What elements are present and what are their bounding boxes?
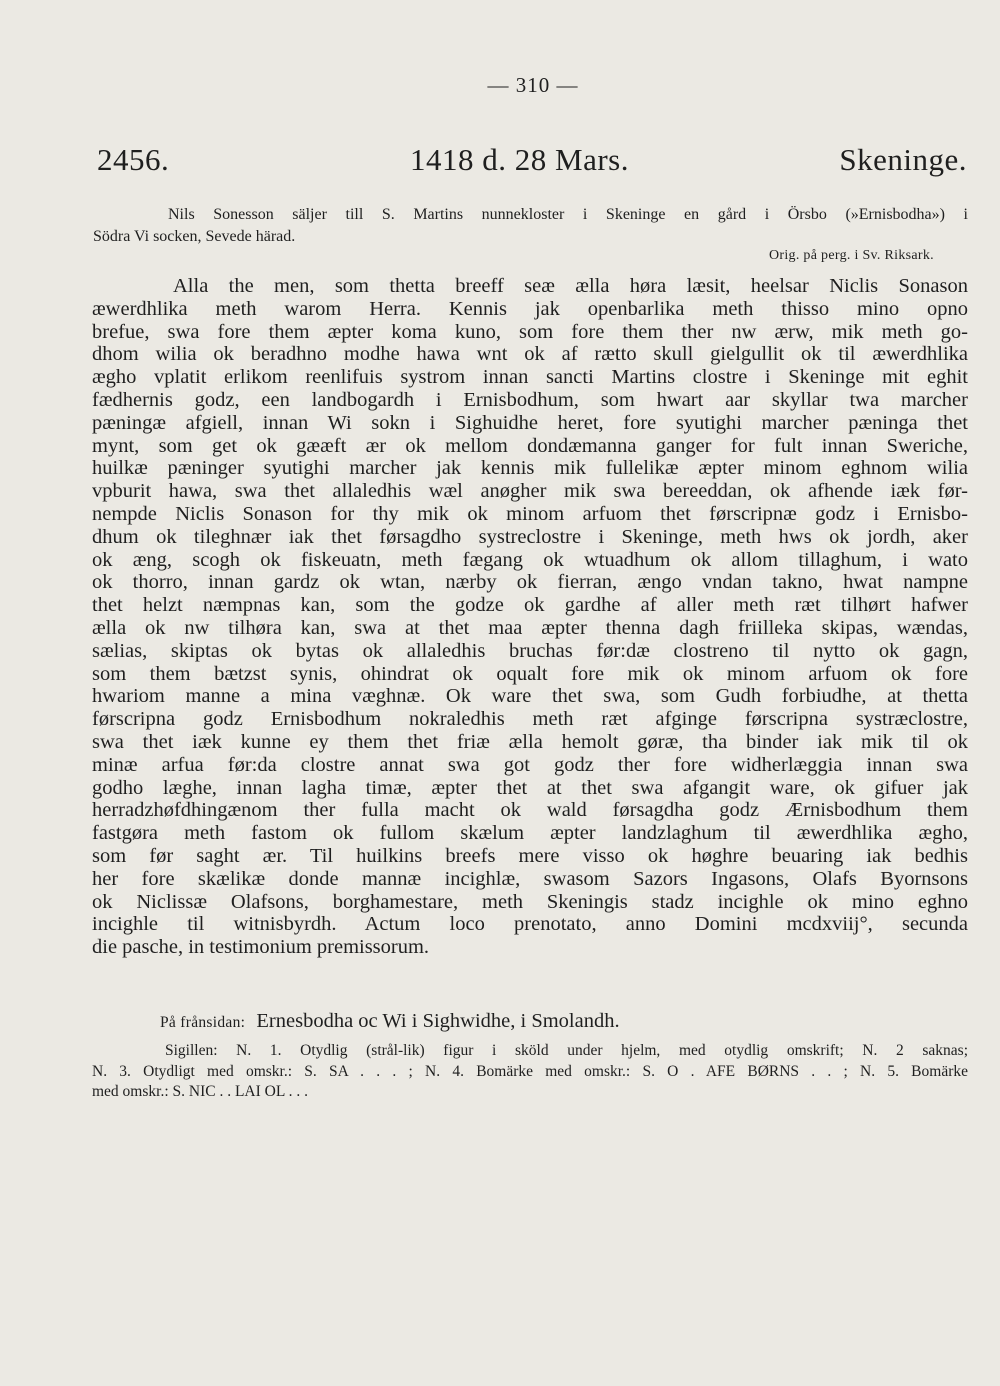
body-line: hwariom manne a mina væghnæ. Ok ware thet swa, som Gudh forbiudhe, at thetta: [92, 685, 968, 708]
source-note: Orig. på perg. i Sv. Riksark.: [768, 248, 934, 263]
body-line: ok Niclissæ Olafsons, borghamestare, meth Skeningis stadz incighle ok mino eghno: [92, 890, 968, 913]
body-line: huilkæ pæninger syutighi marcher jak kennis mik fullelikæ æpter minom eghnom wilia: [92, 457, 968, 480]
body-line: som før saght ær. Til huilkins breefs mere visso ok høghre beuaring iak bedhis: [92, 844, 968, 867]
body-line: ok thorro, innan gardz ok wtan, nærby ok fierran, ængo vndan takno, hwat nampne: [92, 571, 968, 594]
body-line: æwerdhlika meth warom Herra. Kennis jak openbarlika meth thisso mino opno: [92, 297, 968, 320]
body-line: minæ arfua før:da clostre annat swa got godz ther fore widherlæggia innan swa: [92, 753, 968, 776]
body-line: her fore skælikæ donde mannæ incighlæ, swasom Sazors Ingasons, Olafs Byornsons: [92, 867, 968, 890]
seals-line: med omskr.: S. NIC . . LAI OL . . .: [92, 1083, 308, 1100]
verso-label: På frånsidan:: [160, 1014, 246, 1031]
body-line: dhom wilia ok beradhno modhe hawa wnt ok af rætto skull gielgullit ok til æwerdhlika: [92, 343, 968, 366]
body-line: dhum ok tileghnær iak thet førsagdho systreclostre i Skeninge, meth hws ok jordh, aker: [92, 525, 968, 548]
body-line: vpburit hawa, swa thet allaledhis wæl anøgher mik swa bereeddan, ok afhende iæk før-: [92, 480, 968, 503]
document-body: [92, 275, 968, 959]
page-number: — 310 —: [487, 73, 579, 97]
body-line: godho læghe, innan lagha timæ, æpter thet at thet swa afgangit ware, ok gifuer jak: [92, 776, 968, 799]
body-line: thet helzt næmpnas kan, som the godze ok gardhe af aller meth ræt tilhørt hafwer: [92, 594, 968, 617]
verso-note: [160, 1010, 620, 1033]
body-line: førscripna godz Ernisbodhum nokraledhis meth ræt afginge førscripna systræclostre,: [92, 708, 968, 731]
summary-line: Södra Vi socken, Sevede härad.: [93, 228, 296, 245]
document-summary: [93, 204, 968, 248]
body-line: die pasche, in testimonium premissorum.: [92, 936, 430, 959]
body-line: incighle til witnisbyrdh. Actum loco prenotato, anno Domini mcdxviij°, secunda: [92, 913, 968, 936]
document-number: 2456.: [97, 142, 170, 177]
seals-line: N. 3. Otydligt med omskr.: S. SA . . . ; N. 4. Bomärke med omskr.: S. O . AFE BØRNS . . ; N. 5. Bomärke: [92, 1062, 968, 1080]
seals-line: Sigillen: N. 1. Otydlig (strål-lik) figur i sköld under hjelm, med otydlig omskrift; N. 2 saknas;: [165, 1042, 968, 1059]
body-line: Alla the men, som thetta breeff seæ ælla høra læsit, heelsar Niclis Sonason: [173, 275, 968, 297]
body-line: brefue, swa fore them æpter koma kuno, som fore them ther nw ærw, mik meth go-: [92, 320, 968, 343]
body-line: ægho vplatit erlikom reenlifuis systrom innan sancti Martins clostre i Skeninge mit eghit: [92, 366, 968, 389]
body-line: fastgøra meth fastom ok fullom skælum æpter landzlaghum til æwerdhlika ægho,: [92, 822, 968, 845]
body-line: som them bætzst synis, ohindrat ok oqualt fore mik ok minom arfuom ok fore: [92, 662, 968, 685]
document-header: [97, 142, 967, 186]
body-line: herradzhøfdhingænom ther fulla macht ok wald førsagdha godz Ærnisbodhum them: [92, 799, 968, 822]
body-line: ælla ok nw tilhøra kan, swa at thet maa æpter thenna dagh friilleka skipas, wændas,: [92, 616, 968, 639]
body-line: pæningæ afgiell, innan Wi sokn i Sighuidhe heret, fore syutighi marcher pæninga thet: [92, 411, 968, 434]
summary-line: Nils Sonesson säljer till S. Martins nunnekloster i Skeninge en gård i Örsbo (»Ernisbodha») i: [168, 206, 968, 223]
body-line: sælias, skiptas ok bytas ok allaledhis bruchas før:dæ clostreno til nytto ok gagn,: [92, 639, 968, 662]
seals-note: [92, 1041, 968, 1103]
body-line: nempde Niclis Sonason for thy mik ok minom arfuom thet førscripnæ godz i Ernisbo-: [92, 502, 968, 525]
document-date: 1418 d. 28 Mars.: [410, 142, 629, 177]
verso-text: Ernesbodha oc Wi i Sighwidhe, i Smolandh.: [256, 1010, 620, 1032]
body-line: ok æng, scogh ok fiskeuatn, meth fægang ok wtuadhum ok allom tillaghum, i wato: [92, 548, 968, 571]
document-place: Skeninge.: [839, 142, 967, 177]
body-line: mynt, som get ok gææft ær ok mellom dondæmanna ganger for fult innan Sweriche,: [92, 434, 968, 457]
body-line: fædhernis godz, een landbogardh i Ernisbodhum, som hwart aar skyllar twa marcher: [92, 388, 968, 411]
body-line: swa thet iæk kunne ey them thet friæ ælla hemolt gøræ, tha binder iak mik til ok: [92, 730, 968, 753]
